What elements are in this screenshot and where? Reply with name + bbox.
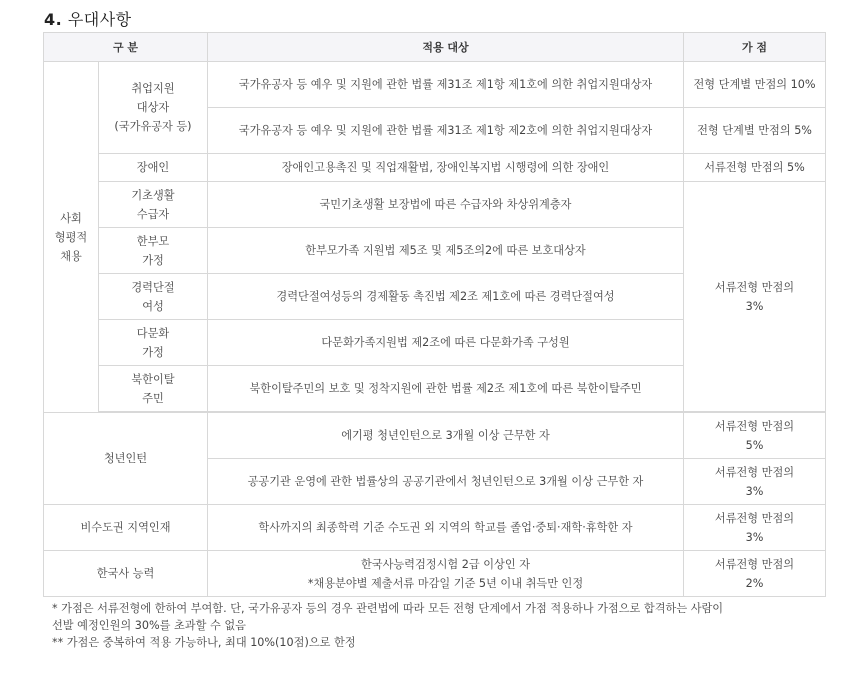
footnotes [52,600,723,651]
section-title-text: 우대사항 [67,10,132,29]
table-header-row [44,33,826,62]
career-break-label: 경력단절 여성 [99,274,208,320]
header-target: 적용 대상 [208,33,684,62]
employment-support-points-2: 전형 단계별 만점의 5% [684,108,826,154]
korean-history-label: 한국사 능력 [44,551,208,597]
career-break-target: 경력단절여성등의 경제활동 촉진법 제2조 제1호에 따른 경력단절여성 [208,274,684,320]
north-defector-label: 북한이탈 주민 [99,366,208,412]
table-row [44,182,826,228]
benefits-table [43,32,826,597]
youth-intern-points-2: 서류전형 만점의 3% [684,459,826,505]
basic-livelihood-target: 국민기초생활 보장법에 따른 수급자와 차상위계층자 [208,182,684,228]
employment-support-points-1: 전형 단계별 만점의 10% [684,62,826,108]
single-parent-target: 한부모가족 지원법 제5조 및 제5조의2에 따른 보호대상자 [208,228,684,274]
employment-support-target-2: 국가유공자 등 예우 및 지원에 관한 법률 제31조 제1항 제2호에 의한 취업지원대상자 [208,108,684,154]
table-row [44,505,826,551]
korean-history-points: 서류전형 만점의 2% [684,551,826,597]
social-groups-points: 서류전형 만점의 3% [684,182,826,412]
disabled-label: 장애인 [99,154,208,182]
regional-talent-target: 학사까지의 최종학력 기준 수도권 외 지역의 학교를 졸업·중퇴·재학·휴학한 자 [208,505,684,551]
multicultural-label: 다문화 가정 [99,320,208,366]
korean-history-target: 한국사능력검정시험 2급 이상인 자 *채용분야별 제출서류 마감일 기준 5년 이내 취득만 인정 [208,551,684,597]
basic-livelihood-label: 기초생활 수급자 [99,182,208,228]
disabled-target: 장애인고용촉진 및 직업재활법, 장애인복지법 시행령에 의한 장애인 [208,154,684,182]
table-row [44,551,826,597]
youth-intern-target-1: 에기평 청년인턴으로 3개월 이상 근무한 자 [208,413,684,459]
multicultural-target: 다문화가족지원법 제2조에 따른 다문화가족 구성원 [208,320,684,366]
social-equity-label: 사회 형평적 채용 [44,62,99,413]
regional-talent-points: 서류전형 만점의 3% [684,505,826,551]
employment-support-label: 취업지원 대상자 (국가유공자 등) [99,62,208,154]
footnote-1: * 가점은 서류전형에 한하여 부여함. 단, 국가유공자 등의 경우 관련법에 따라 모든 전형 단계에서 가점 적용하나 가점으로 합격하는 사람이 선발 예정인원의 30%를 초과할 수 없음 [52,602,724,632]
youth-intern-points-1: 서류전형 만점의 5% [684,413,826,459]
header-category: 구 분 [44,33,208,62]
table-row [44,154,826,182]
footnote-2: ** 가점은 중복하여 적용 가능하나, 최대 10%(10점)으로 한정 [52,636,356,649]
table-row [44,62,826,108]
section-number: 4. [44,10,63,29]
north-defector-target: 북한이탈주민의 보호 및 정착지원에 관한 법률 제2조 제1호에 따른 북한이탈주민 [208,366,684,412]
employment-support-target-1: 국가유공자 등 예우 및 지원에 관한 법률 제31조 제1항 제1호에 의한 취업지원대상자 [208,62,684,108]
youth-intern-target-2: 공공기관 운영에 관한 법률상의 공공기관에서 청년인턴으로 3개월 이상 근무한 자 [208,459,684,505]
header-points: 가 점 [684,33,826,62]
youth-intern-label: 청년인턴 [44,413,208,505]
single-parent-label: 한부모 가정 [99,228,208,274]
disabled-points: 서류전형 만점의 5% [684,154,826,182]
section-title [44,7,132,30]
regional-talent-label: 비수도권 지역인재 [44,505,208,551]
table-row [44,413,826,459]
